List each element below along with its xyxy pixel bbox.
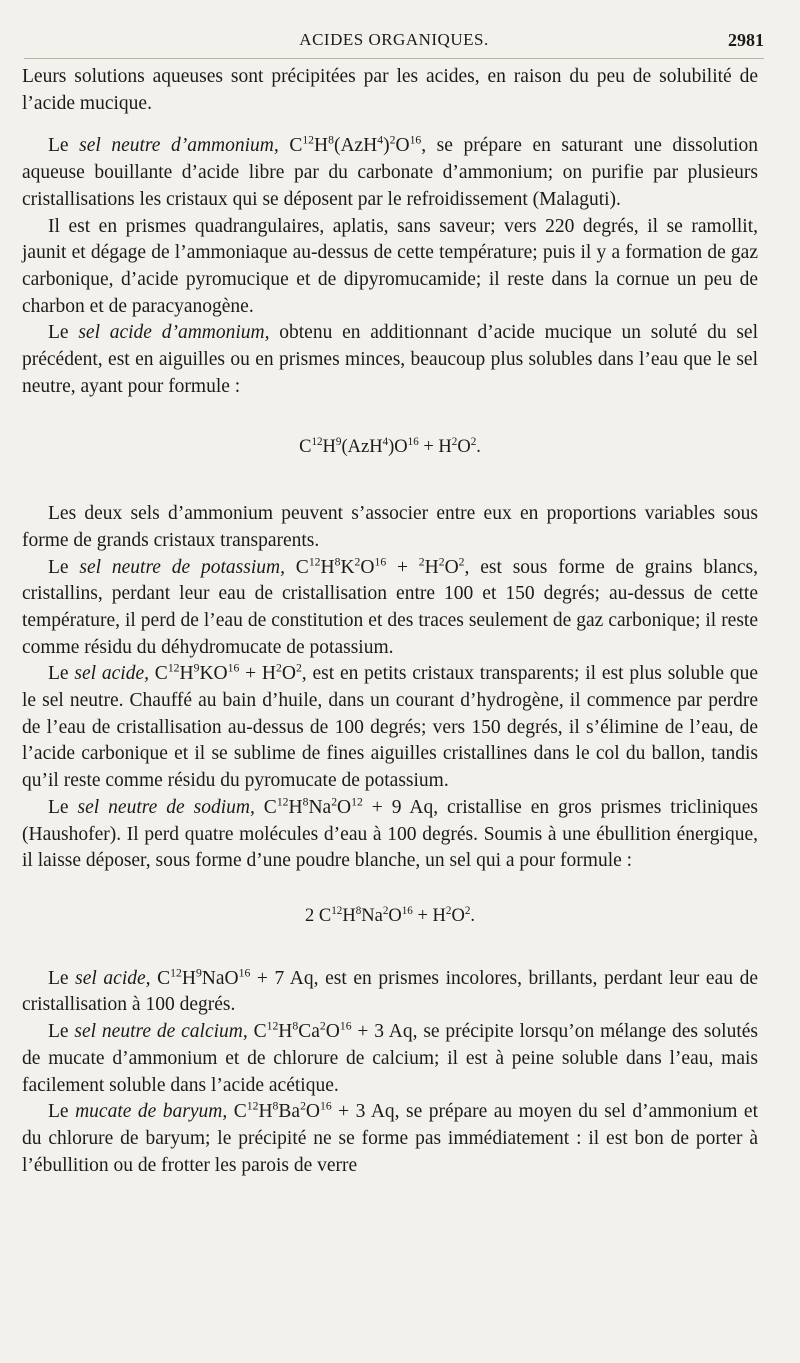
text-run: O bbox=[444, 556, 459, 578]
superscript: 2 bbox=[458, 555, 465, 569]
text-run: Le bbox=[48, 556, 80, 578]
text-run: Leurs solutions aqueuses sont précipitées par les acides, en raison du peu de solubilité de l’acide mucique. bbox=[22, 66, 758, 114]
text-run: 2 C bbox=[305, 905, 332, 926]
paragraph-gap bbox=[22, 117, 758, 133]
paragraph bbox=[22, 1099, 758, 1179]
superscript: 2 bbox=[295, 661, 302, 675]
text-run: C bbox=[150, 967, 171, 989]
text-run: Le bbox=[48, 796, 78, 818]
superscript: 12 bbox=[170, 966, 182, 980]
text-run: C bbox=[148, 663, 168, 685]
italic-term: sel neutre de sodium, bbox=[77, 796, 255, 818]
chemical-formula bbox=[22, 434, 758, 461]
superscript: 8 bbox=[272, 1099, 279, 1113]
text-run: + bbox=[386, 556, 419, 578]
paragraph bbox=[22, 661, 758, 795]
text-run: C bbox=[247, 1021, 267, 1043]
text-run: Na bbox=[361, 905, 383, 926]
superscript: 12 bbox=[266, 1019, 279, 1033]
italic-term: sel acide, bbox=[75, 967, 151, 989]
running-head: ACIDES ORGANIQUES. bbox=[299, 30, 489, 49]
page-number: 2981 bbox=[728, 30, 764, 50]
text-run: O bbox=[281, 663, 296, 685]
superscript: 16 bbox=[320, 1099, 332, 1113]
superscript: 16 bbox=[227, 661, 240, 675]
text-run: Ca bbox=[298, 1021, 320, 1043]
text-run: O bbox=[451, 905, 465, 926]
superscript: 12 bbox=[311, 436, 323, 449]
text-run: . bbox=[470, 905, 475, 926]
superscript: 9 bbox=[193, 661, 200, 675]
superscript: 16 bbox=[409, 133, 422, 147]
text-run: + H bbox=[412, 905, 446, 926]
superscript: 2 bbox=[276, 661, 282, 675]
text-run: (AzH bbox=[333, 135, 378, 157]
text-run: + 3 Aq, se précipite lorsqu’on mélange des solutés de mucate d’ammonium et de chlorure de calcium; il est à peine soluble dans l’eau, mais facilement soluble dans l’acide acétique. bbox=[22, 1021, 758, 1096]
text-run: C bbox=[278, 135, 303, 157]
text-run: C bbox=[227, 1101, 247, 1123]
superscript: 2 bbox=[319, 1019, 326, 1033]
text-run: Le bbox=[48, 322, 79, 344]
text-run: Le bbox=[48, 135, 80, 157]
superscript: 2 bbox=[382, 904, 389, 917]
text-run: C bbox=[284, 556, 309, 578]
italic-term: sel neutre de calcium, bbox=[74, 1021, 248, 1043]
text-run: O bbox=[388, 905, 402, 926]
text-run: + 9 Aq, cristallise en gros prismes tricliniques (Haushofer). Il perd quatre molécules d’eau à 100 degrés. Soumis à une ébullition énergique, il laisse déposer, sous forme d’une poudre blanche, un sel qui a pour formule : bbox=[22, 796, 759, 872]
superscript: 2 bbox=[438, 555, 445, 569]
superscript: 9 bbox=[195, 966, 202, 980]
superscript: 2 bbox=[470, 436, 477, 449]
text-run: C bbox=[254, 796, 277, 818]
superscript: 8 bbox=[355, 904, 362, 917]
paragraph bbox=[22, 966, 758, 1019]
superscript: 16 bbox=[407, 436, 419, 449]
chemical-formula bbox=[22, 903, 758, 930]
text-run: O bbox=[360, 556, 375, 578]
superscript: 4 bbox=[382, 436, 389, 449]
text-run: Le bbox=[48, 967, 76, 989]
paragraph bbox=[22, 133, 758, 213]
superscript: 16 bbox=[374, 555, 387, 569]
page-header bbox=[24, 28, 764, 59]
text-run: H bbox=[258, 1101, 273, 1123]
superscript: 16 bbox=[339, 1019, 352, 1033]
text-run: O bbox=[457, 437, 471, 458]
text-run: H bbox=[179, 663, 194, 685]
paragraph bbox=[22, 64, 758, 117]
superscript: 12 bbox=[308, 555, 321, 569]
superscript: 2 bbox=[451, 436, 458, 449]
superscript: 8 bbox=[328, 133, 334, 147]
superscript: 12 bbox=[246, 1099, 259, 1113]
text-run: Les deux sels d’ammonium peuvent s’associer entre eux en proportions variables sous forme de grands cristaux transparents. bbox=[22, 503, 758, 551]
text-run: Ba bbox=[278, 1101, 301, 1123]
text-run: Le bbox=[48, 1101, 76, 1123]
text-run: H bbox=[278, 1021, 293, 1043]
text-run: Na bbox=[308, 796, 332, 818]
superscript: 2 bbox=[418, 555, 425, 569]
superscript: 2 bbox=[464, 904, 471, 917]
text-run: + 7 Aq, est en prismes incolores, brillants, perdant leur eau de cristallisation à 100 degrés. bbox=[22, 967, 758, 1016]
text-run: C bbox=[299, 437, 312, 458]
text-run: H bbox=[320, 556, 335, 578]
text-run: (AzH bbox=[341, 437, 383, 458]
superscript: 12 bbox=[276, 795, 289, 809]
italic-term: mucate de baryum, bbox=[75, 1101, 228, 1123]
text-run: . bbox=[476, 437, 481, 458]
superscript: 12 bbox=[302, 133, 315, 147]
text-run: H bbox=[288, 796, 303, 818]
italic-term: sel acide d’ammonium, bbox=[78, 322, 270, 344]
superscript: 8 bbox=[334, 555, 341, 569]
superscript: 12 bbox=[351, 795, 363, 809]
text-run: + H bbox=[418, 437, 452, 458]
superscript: 9 bbox=[335, 436, 342, 449]
text-run: ) bbox=[383, 135, 390, 157]
superscript: 4 bbox=[377, 133, 384, 147]
italic-term: sel neutre d’ammonium, bbox=[79, 135, 279, 157]
text-run: KO bbox=[199, 663, 228, 685]
text-run: Il est en prismes quadrangulaires, aplatis, sans saveur; vers 220 degrés, il se ramollit, jaunit et dégage de l’ammoniaque au-dessus de cette température; puis il y a formation de gaz carbonique, d’acide pyromucique et de dipyromucamide; il reste dans la cornue un peu de charbon et de paracyanogène. bbox=[22, 215, 758, 317]
paragraph bbox=[22, 555, 758, 662]
text-run: O bbox=[305, 1101, 320, 1123]
superscript: 12 bbox=[331, 904, 343, 917]
text-run: Le bbox=[48, 1021, 75, 1043]
paragraph bbox=[22, 501, 758, 554]
italic-term: sel acide, bbox=[74, 663, 149, 685]
text-run: O bbox=[395, 135, 410, 157]
italic-term: sel neutre de potassium, bbox=[79, 556, 285, 578]
superscript: 2 bbox=[354, 555, 361, 569]
text-run: , est en petits cristaux transparents; il est plus soluble que le sel neutre. Chauffé au bain d’huile, dans un courant d’hydrogène, il commence par perdre de l’eau de cristallisation au-dessus de 100 degrés; vers 150 degrés, il s’élimine de l’eau, de l’acide carbonique et il se sublime de fines aiguilles cristallines dans le col du ballon, tandis qu’il reste comme résidu du pyromucate de potassium. bbox=[22, 663, 758, 792]
paragraph bbox=[22, 214, 758, 321]
superscript: 8 bbox=[302, 795, 309, 809]
text-run: , se prépare en saturant une dissolution aqueuse bouillante d’acide libre par du carbonate d’ammonium; on purifie par plusieurs cristallisations les cristaux qui se déposent par le refroidissement (Malaguti). bbox=[22, 135, 758, 210]
superscript: 8 bbox=[292, 1019, 299, 1033]
paragraph bbox=[22, 320, 758, 400]
text-run: H bbox=[342, 905, 356, 926]
text-run: , est sous forme de grains blancs, cristallins, perdant leur eau de cristallisation entre 100 et 150 degrés; au-dessus de cette température, il perd de l’eau de constitution et des traces seulement de gaz carbonique; il reste comme résidu du déhydromucate de potassium. bbox=[22, 556, 758, 658]
superscript: 12 bbox=[167, 661, 180, 675]
text-run: H bbox=[322, 437, 336, 458]
superscript: 16 bbox=[401, 904, 413, 917]
superscript: 2 bbox=[445, 904, 452, 917]
text-run: + 3 Aq, se prépare au moyen du sel d’ammonium et du chlorure de baryum; le précipité ne se forme pas immédiatement : il est bon de porter à l’ébullition ou de frotter les parois de verre bbox=[22, 1101, 759, 1176]
text-run: H bbox=[424, 556, 439, 578]
text-run: )O bbox=[388, 437, 408, 458]
superscript: 16 bbox=[238, 966, 251, 980]
text-run: O bbox=[337, 796, 352, 818]
paragraph bbox=[22, 795, 758, 875]
text-run: K bbox=[340, 556, 355, 578]
paragraph bbox=[22, 1019, 758, 1099]
text-run: O bbox=[325, 1021, 340, 1043]
text-run: Le bbox=[48, 663, 75, 685]
superscript: 2 bbox=[300, 1099, 306, 1113]
text-run: H bbox=[314, 135, 329, 157]
body-text bbox=[22, 64, 758, 1179]
text-run: NaO bbox=[201, 967, 239, 989]
superscript: 2 bbox=[331, 795, 338, 809]
superscript: 2 bbox=[389, 133, 396, 147]
text-run: obtenu en additionnant d’acide mucique un soluté du sel précédent, est en aiguilles ou en prismes minces, beaucoup plus solubles dans l’eau que le sel neutre, ayant pour formule : bbox=[22, 322, 758, 397]
text-run: + H bbox=[239, 663, 277, 685]
text-run: H bbox=[181, 967, 196, 989]
